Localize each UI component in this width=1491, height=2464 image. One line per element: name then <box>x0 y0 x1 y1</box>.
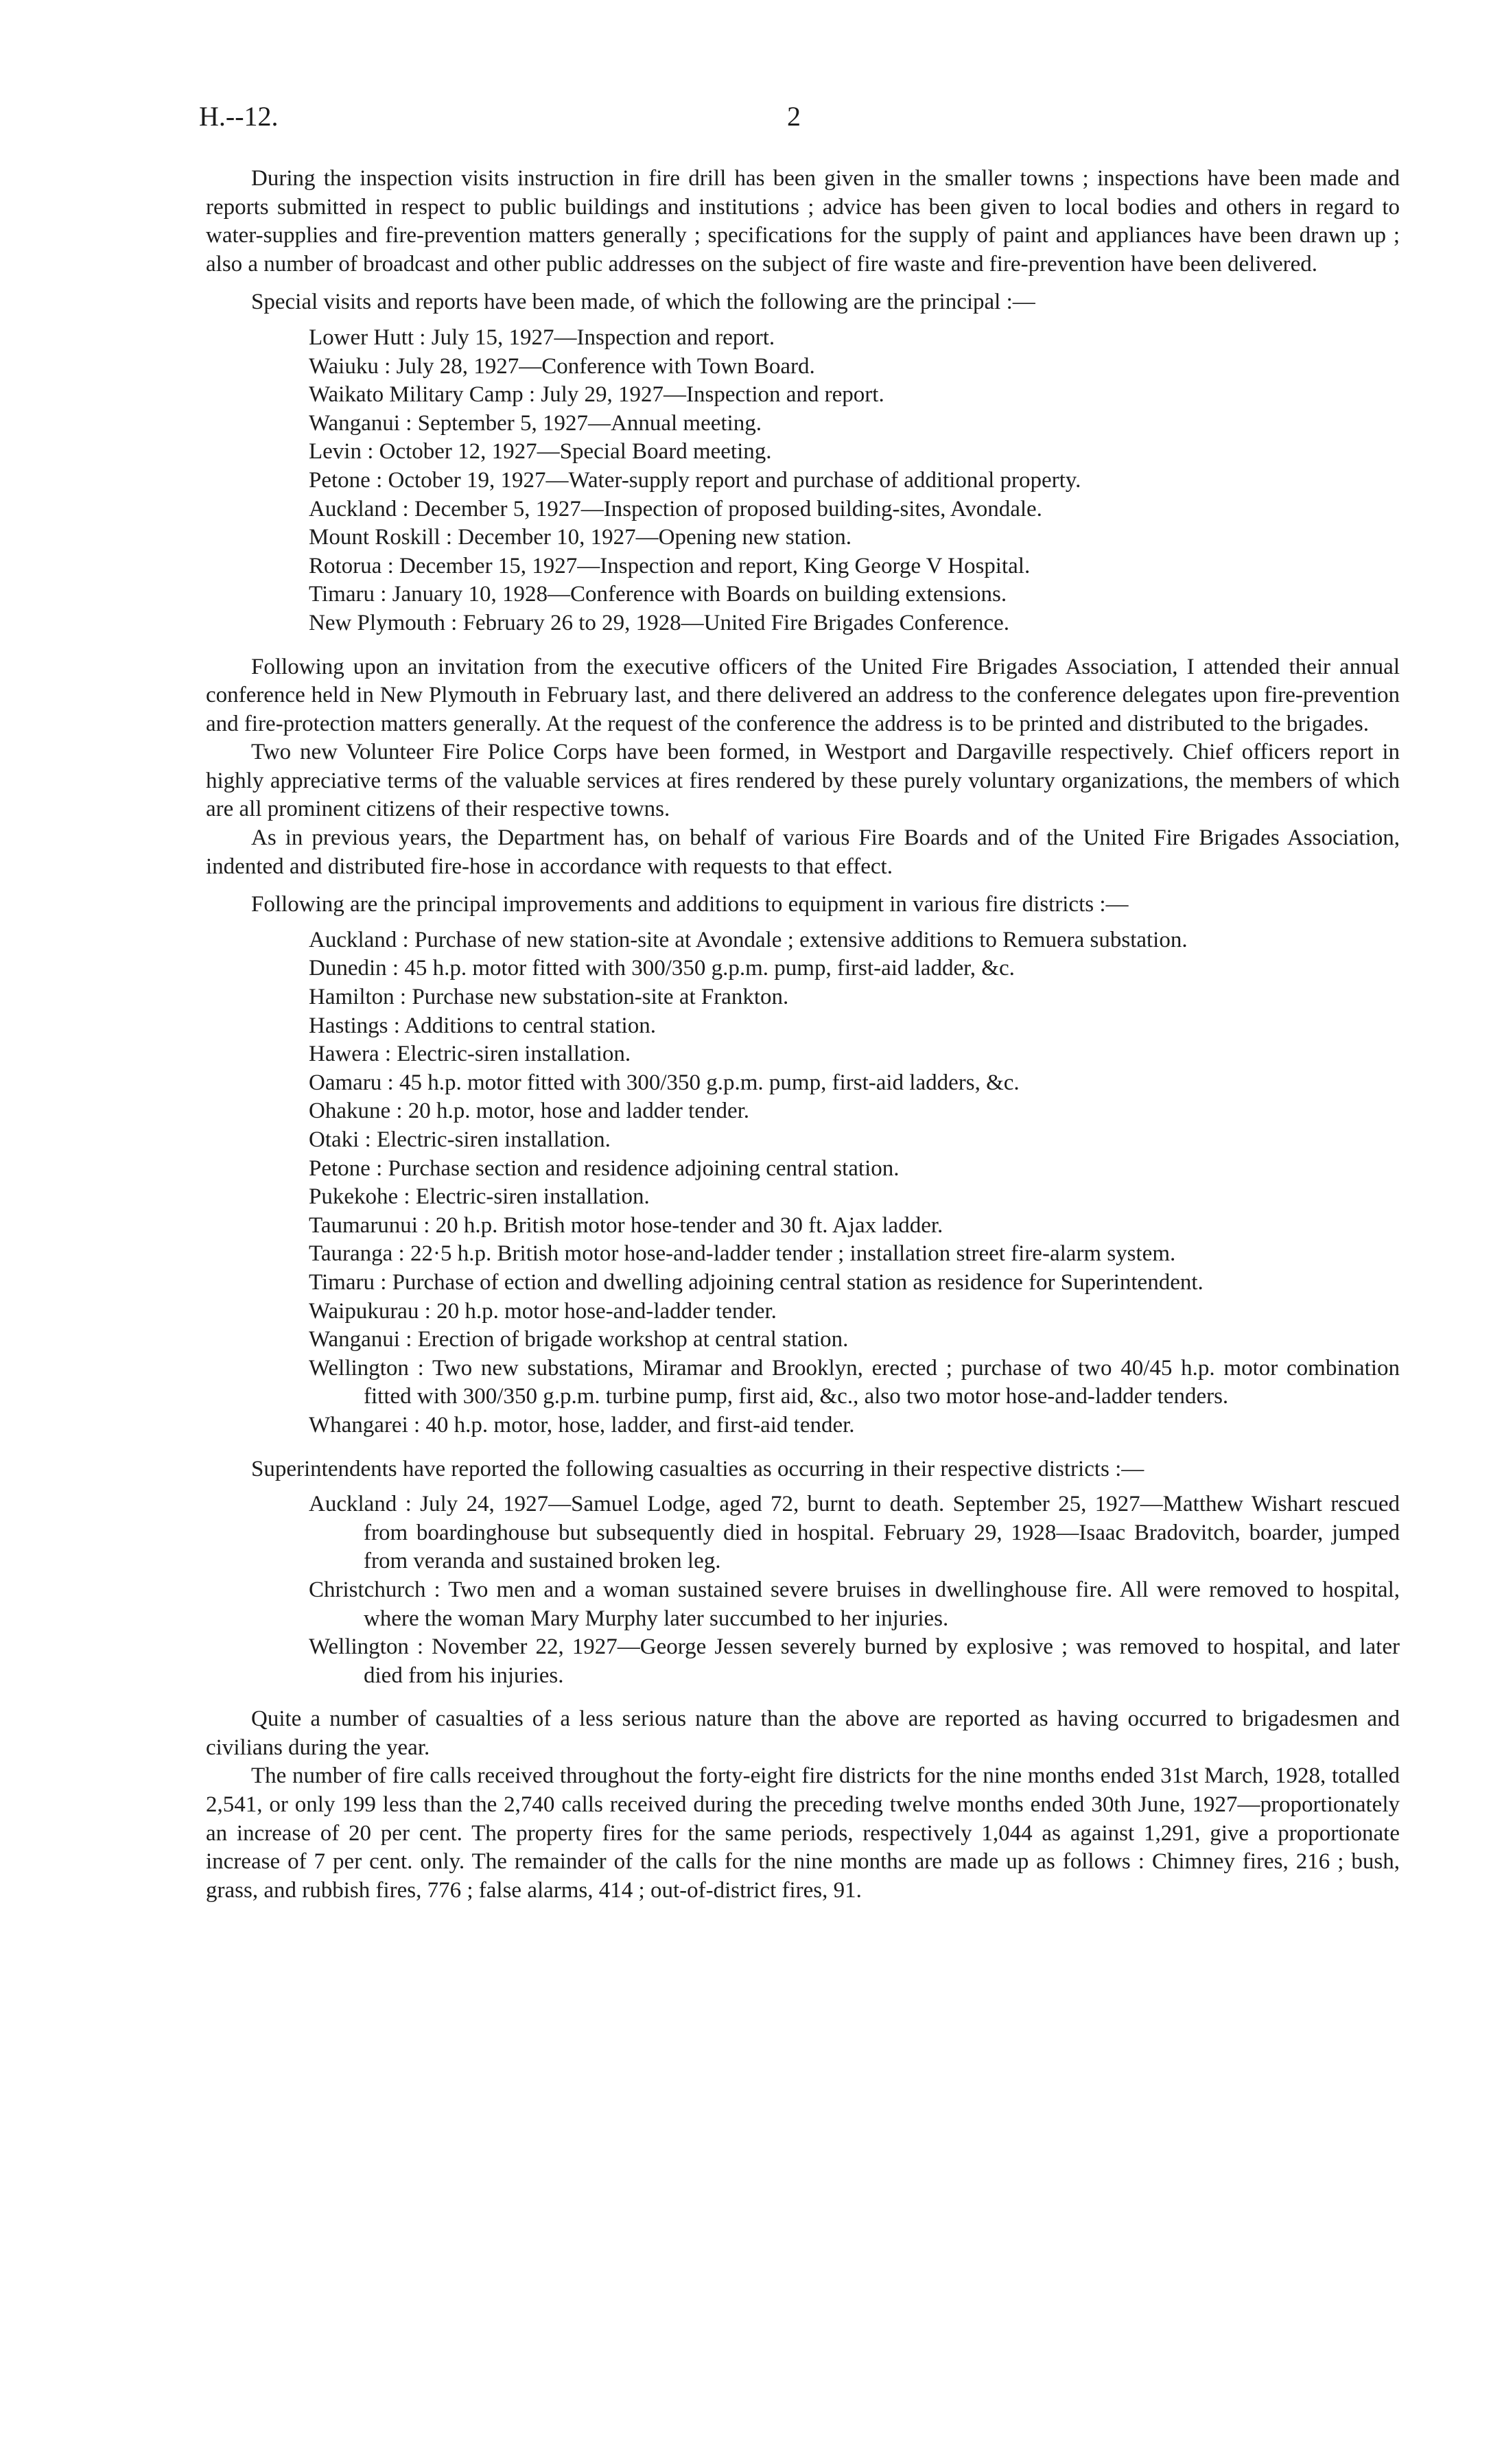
list-item: Ohakune : 20 h.p. motor, hose and ladder tender. <box>309 1099 750 1124</box>
paragraph-special-visits-intro: Special visits and reports have been made, of which the following are the principal :— <box>251 290 1035 315</box>
list-item: Hawera : Electric-siren installation. <box>309 1042 631 1067</box>
list-item: Wellington : November 22, 1927—George Jessen severely burned by explosive ; was removed to hospital, and later died from his injuries. <box>309 1634 1400 1688</box>
list-item: Waipukurau : 20 h.p. motor hose-and-ladder tender. <box>309 1298 777 1324</box>
list-item: Whangarei : 40 h.p. motor, hose, ladder, and first-aid tender. <box>309 1412 855 1438</box>
paragraph-minor-casualties: Quite a number of casualties of a less serious nature than the above are reported as having occurred to brigadesmen and civilians during the year. <box>206 1706 1400 1760</box>
list-item: Lower Hutt : July 15, 1927—Inspection and report. <box>309 325 775 350</box>
list-item: Waikato Military Camp : July 29, 1927—Inspection and report. <box>309 382 884 408</box>
paragraph-improvements-intro: Following are the principal improvements and additions to equipment in various fire districts :— <box>251 892 1129 917</box>
list-item: Wanganui : September 5, 1927—Annual meeting. <box>309 410 762 436</box>
list-item: New Plymouth : February 26 to 29, 1928—United Fire Brigades Conference. <box>309 610 1009 635</box>
list-item: Wanganui : Erection of brigade workshop at central station. <box>309 1327 849 1352</box>
list-item: Timaru : January 10, 1928—Conference with Boards on building extensions. <box>309 582 1007 607</box>
list-item: Levin : October 12, 1927—Special Board meeting. <box>309 439 772 465</box>
list-item: Taumarunui : 20 h.p. British motor hose-tender and 30 ft. Ajax ladder. <box>309 1212 943 1238</box>
paragraph-fire-call-statistics: The number of fire calls received throughout the forty-eight fire districts for the nine months ended 31st March, 1928, totalled 2,541, or only 199 less than the 2,740 calls received during the preceding twelve months ended 30th June, 1927—proportionately an increase of 20 per cent. The property fires for the same periods, respectively 1,044 as against 1,291, give a proportionate increase of 7 per cent. only. The remainder of the calls for the nine months are made up as follows : Chimney fires, 216 ; bush, grass, and rubbish fires, 776 ; false alarms, 414 ; out-of-district fires, 91. <box>206 1763 1400 1903</box>
paragraph-conference: Following upon an invitation from the executive officers of the United Fire Brigades Association, I attended their annual conference held in New Plymouth in February last, and there delivered an address to the conference delegates upon fire-prevention and fire-protection matters generally. At the request of the conference the address is to be printed and distributed to the brigades. <box>206 654 1400 736</box>
list-item: Christchurch : Two men and a woman sustained severe bruises in dwellinghouse fire. All were removed to hospital, where the woman Mary Murphy later succumbed to her injuries. <box>309 1577 1400 1631</box>
list-item: Tauranga : 22·5 h.p. British motor hose-and-ladder tender ; installation street fire-alarm system. <box>309 1241 1176 1267</box>
casualties-list <box>206 1490 1400 1690</box>
list-item: Hastings : Additions to central station. <box>309 1013 656 1038</box>
list-item: Petone : October 19, 1927—Water-supply report and purchase of additional property. <box>309 467 1081 493</box>
list-item: Oamaru : 45 h.p. motor fitted with 300/350 g.p.m. pump, first-aid ladders, &c. <box>309 1070 1020 1095</box>
list-item: Wellington : Two new substations, Miramar and Brooklyn, erected ; purchase of two 40/45 h.p. motor combination fitted with 300/350 g.p.m. turbine pump, first aid, &c., also two motor hose-and-ladder tenders. <box>309 1355 1400 1409</box>
paragraph-fire-police-corps: Two new Volunteer Fire Police Corps have been formed, in Westport and Dargaville respectively. Chief officers report in highly appreciative terms of the valuable services at fires rendered by these purely voluntary organizations, the members of which are all prominent citizens of their respective towns. <box>206 740 1400 822</box>
list-item: Pukekohe : Electric-siren installation. <box>309 1184 650 1210</box>
list-item: Timaru : Purchase of ection and dwelling adjoining central station as residence for Superintendent. <box>309 1269 1204 1295</box>
list-item: Auckland : July 24, 1927—Samuel Lodge, aged 72, burnt to death. September 25, 1927—Matthew Wishart rescued from boardinghouse but subsequently died in hospital. February 29, 1928—Isaac Bradovitch, boarder, jumped from veranda and sustained broken leg. <box>309 1492 1400 1574</box>
paragraph-inspection-visits: During the inspection visits instruction in fire drill has been given in the smaller towns ; inspections have been made and reports submitted in respect to public buildings and institutions ; advice has been given to local bodies and others in regard to water-supplies and fire-prevention matters generally ; specifications for the supply of paint and appliances have been drawn up ; also a number of broadcast and other public addresses on the subject of fire waste and fire-prevention have been delivered. <box>206 166 1400 277</box>
list-item: Auckland : December 5, 1927—Inspection of proposed building-sites, Avondale. <box>309 496 1042 521</box>
list-item: Mount Roskill : December 10, 1927—Opening new station. <box>309 525 852 550</box>
paragraph-fire-hose: As in previous years, the Department has, on behalf of various Fire Boards and of the United Fire Brigades Association, indented and distributed fire-hose in accordance with requests to that effect. <box>206 825 1400 879</box>
running-head <box>199 96 1420 137</box>
special-visits-list <box>206 324 1400 638</box>
list-item: Waiuku : July 28, 1927—Conference with Town Board. <box>309 353 815 379</box>
list-item: Rotorua : December 15, 1927—Inspection and report, King George V Hospital. <box>309 553 1031 578</box>
list-item: Petone : Purchase section and residence adjoining central station. <box>309 1155 900 1181</box>
list-item: Otaki : Electric-siren installation. <box>309 1127 611 1152</box>
improvements-list <box>206 926 1400 1440</box>
document-reference: H.--12. <box>199 101 279 132</box>
page-number: 2 <box>787 101 801 132</box>
list-item: Dunedin : 45 h.p. motor fitted with 300/350 g.p.m. pump, first-aid ladder, &c. <box>309 956 1015 981</box>
paragraph-casualties-intro: Superintendents have reported the following casualties as occurring in their respective districts :— <box>251 1456 1144 1481</box>
list-item: Auckland : Purchase of new station-site at Avondale ; extensive additions to Remuera substation. <box>309 927 1188 952</box>
body-text <box>206 165 1400 1905</box>
list-item: Hamilton : Purchase new substation-site at Frankton. <box>309 985 789 1010</box>
